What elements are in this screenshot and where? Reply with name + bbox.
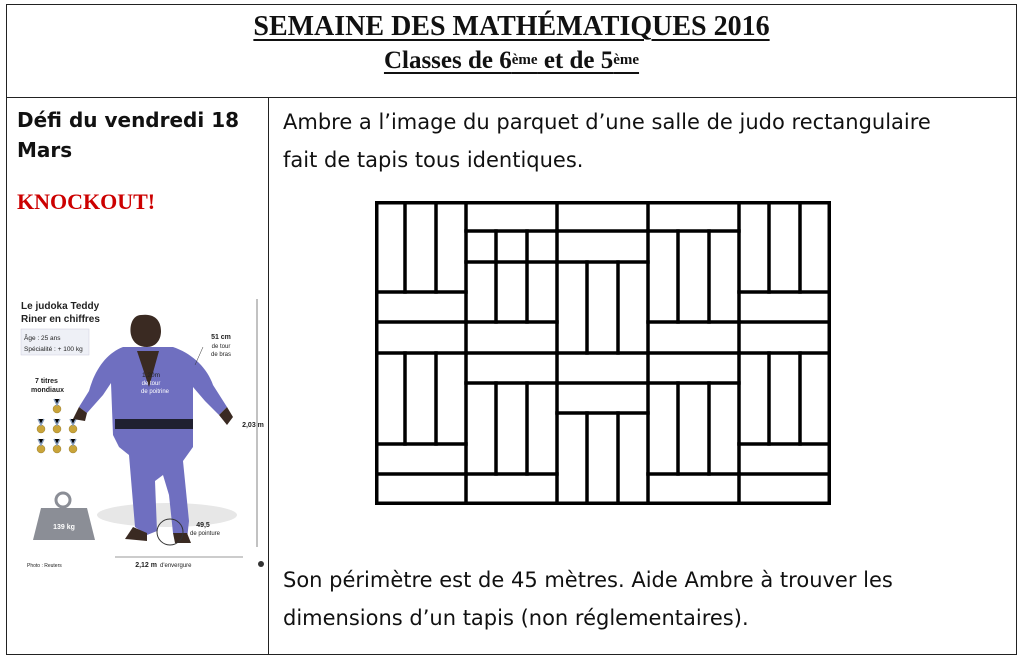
info-chest: 1,20m xyxy=(141,372,161,379)
info-arm-3: de bras xyxy=(210,352,232,358)
info-height: 2,03 m xyxy=(242,422,264,429)
info-arm-2: de tour xyxy=(211,344,231,350)
info-chest-3: de poitrine xyxy=(140,389,170,395)
problem-intro xyxy=(283,103,1003,179)
page-subtitle xyxy=(7,47,1016,75)
info-wingspan: 2,12 m xyxy=(135,562,157,569)
challenge-title: KNOCKOUT! xyxy=(17,189,156,214)
photo-credit: Photo : Reuters xyxy=(27,563,62,569)
subtitle-part-a: Classes de 6 xyxy=(383,47,512,74)
info-arm: 51 cm xyxy=(211,334,231,341)
problem-question xyxy=(283,561,1003,637)
header xyxy=(7,5,1016,98)
right-column xyxy=(269,97,1016,654)
weight-icon xyxy=(33,493,95,540)
page-title xyxy=(7,11,1016,43)
info-wingspan-suffix: d'envergure xyxy=(160,563,192,569)
info-titles-1: 7 titres xyxy=(35,378,58,385)
info-shoe: 49,5 xyxy=(196,522,210,529)
camera-icon xyxy=(258,561,264,567)
info-title-1: Le judoka Teddy xyxy=(21,301,100,312)
problem-line-4: dimensions d’un tapis (non réglementaires). xyxy=(283,606,749,630)
challenge-sheet xyxy=(6,4,1017,655)
left-column xyxy=(7,97,269,654)
info-chest-2: de tour xyxy=(141,381,161,387)
subtitle-sup-2: ème xyxy=(613,52,640,68)
subtitle-part-b: et de 5 xyxy=(537,47,614,74)
mat-lines xyxy=(375,201,831,505)
info-titles-2: mondiaux xyxy=(31,387,65,394)
challenge-date: Défi du vendredi 18 Mars xyxy=(17,108,240,162)
info-title-2: Riner en chiffres xyxy=(21,314,100,325)
subtitle-text xyxy=(384,47,639,74)
judo-floor-diagram xyxy=(375,201,831,505)
info-shoe-2: de pointure xyxy=(189,531,221,537)
medal-ribbons xyxy=(38,399,76,445)
judoka-infographic xyxy=(7,295,269,585)
info-age: Âge : 25 ans xyxy=(24,335,61,342)
problem-line-1: Ambre a l’image du parquet d’une salle de judo rectangulaire xyxy=(283,110,931,134)
title-text: SEMAINE DES MATHÉMATIQUES 2016 xyxy=(253,11,770,42)
info-specialty: Spécialité : + 100 kg xyxy=(24,346,83,353)
subtitle-sup-1: ème xyxy=(511,52,538,68)
problem-line-2: fait de tapis tous identiques. xyxy=(283,148,584,172)
info-weight: 139 kg xyxy=(53,524,75,531)
problem-line-3: Son périmètre est de 45 mètres. Aide Ambre à trouver les xyxy=(283,568,893,592)
